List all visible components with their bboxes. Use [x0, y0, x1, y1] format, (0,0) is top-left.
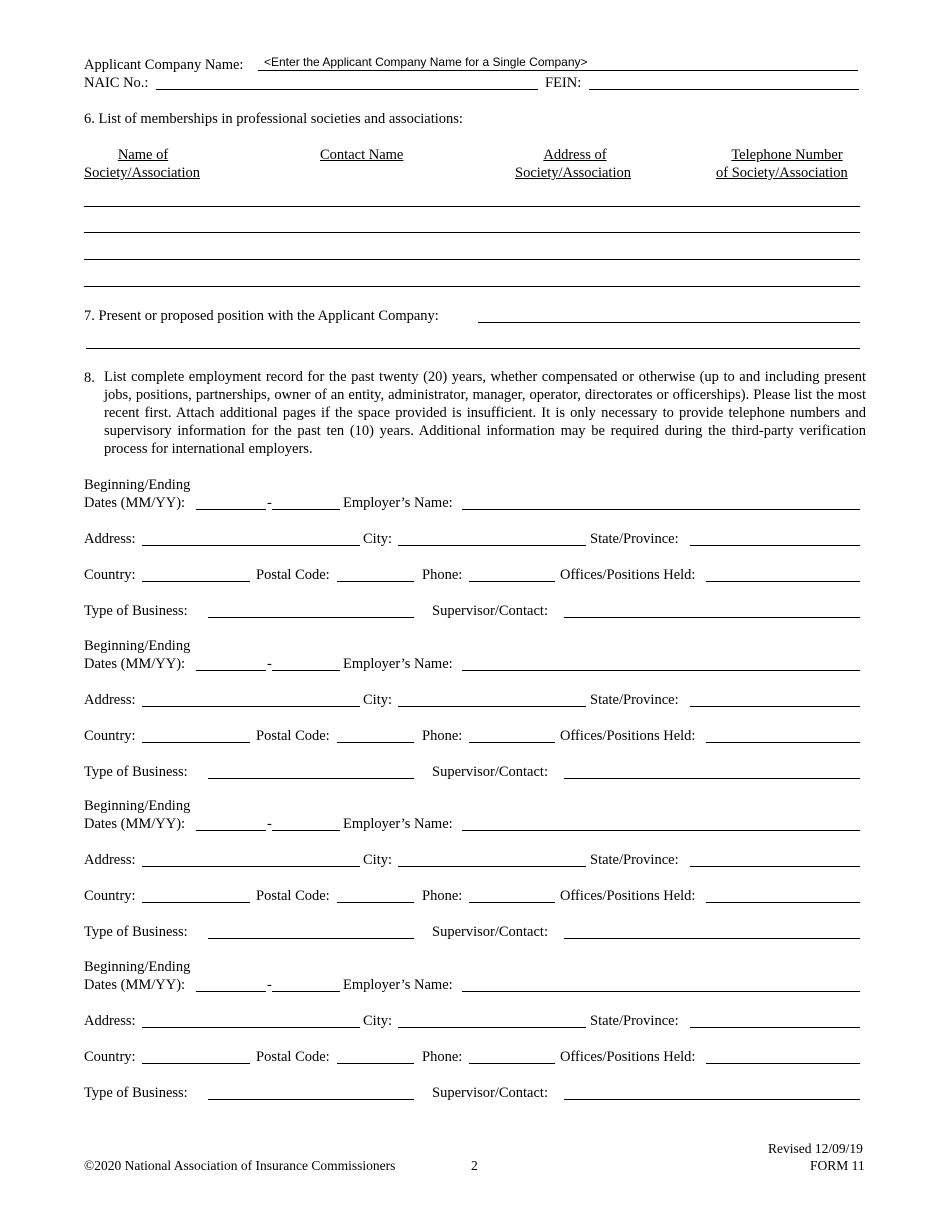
- country-label-3: Country:: [84, 888, 136, 904]
- q8-number: 8.: [84, 370, 95, 386]
- city-label-4: City:: [363, 1013, 393, 1029]
- position-input[interactable]: [478, 322, 860, 323]
- phone-label-3: Phone:: [422, 888, 463, 904]
- country-input-3[interactable]: [142, 902, 250, 903]
- begin-date-input-1[interactable]: [196, 509, 266, 510]
- state-province-label-2: State/Province:: [590, 692, 679, 708]
- type-of-business-input-1[interactable]: [208, 617, 414, 618]
- address-input-4[interactable]: [142, 1027, 360, 1028]
- country-label-4: Country:: [84, 1049, 136, 1065]
- fein-label: FEIN:: [545, 75, 582, 91]
- date-dash-1: -: [267, 495, 272, 511]
- end-date-input-1[interactable]: [272, 509, 340, 510]
- postal-code-label-3: Postal Code:: [256, 888, 330, 904]
- phone-input-3[interactable]: [469, 902, 555, 903]
- applicant-company-input[interactable]: <Enter the Applicant Company Name for a Single Company>: [264, 55, 588, 69]
- country-label-2: Country:: [84, 728, 136, 744]
- type-of-business-input-2[interactable]: [208, 778, 414, 779]
- postal-code-input-4[interactable]: [337, 1063, 414, 1064]
- employer-name-input-3[interactable]: [462, 830, 860, 831]
- country-input-4[interactable]: [142, 1063, 250, 1064]
- membership-row-3[interactable]: [84, 259, 860, 260]
- offices-positions-label-2: Offices/Positions Held:: [560, 728, 696, 744]
- city-input-3[interactable]: [398, 866, 586, 867]
- city-label-2: City:: [363, 692, 393, 708]
- state-province-label-1: State/Province:: [590, 531, 679, 547]
- country-input-1[interactable]: [142, 581, 250, 582]
- beginning-ending-label-1: Beginning/Ending: [84, 477, 191, 493]
- type-of-business-label-2: Type of Business:: [84, 764, 188, 780]
- footer-revised: Revised 12/09/19: [768, 1141, 863, 1156]
- type-of-business-label-3: Type of Business:: [84, 924, 188, 940]
- phone-label-4: Phone:: [422, 1049, 463, 1065]
- supervisor-contact-input-3[interactable]: [564, 938, 860, 939]
- address-input-3[interactable]: [142, 866, 360, 867]
- offices-positions-input-1[interactable]: [706, 581, 860, 582]
- offices-positions-label-3: Offices/Positions Held:: [560, 888, 696, 904]
- begin-date-input-3[interactable]: [196, 830, 266, 831]
- q8-text: List complete employment record for the past twenty (20) years, whether compensated or otherwise (up to and including present jobs, positions, partnerships, owner of an entity, administrator, manager, operator, directorates or officerships). Please list the most recent first. Attach additional pages if the space provided is insufficient. It is only necessary to provide telephone numbers and supervisory information for the past ten (10) years. Additional information may be required during the third-party verification process for international employers.: [104, 369, 866, 457]
- city-input-4[interactable]: [398, 1027, 586, 1028]
- end-date-input-3[interactable]: [272, 830, 340, 831]
- beginning-ending-label-3: Beginning/Ending: [84, 798, 191, 814]
- city-input-1[interactable]: [398, 545, 586, 546]
- address-label-3: Address:: [84, 852, 136, 868]
- postal-code-input-2[interactable]: [337, 742, 414, 743]
- col-contact: Contact Name: [320, 147, 404, 163]
- dates-label-3: Dates (MM/YY):: [84, 816, 186, 832]
- postal-code-input-3[interactable]: [337, 902, 414, 903]
- dates-label-1: Dates (MM/YY):: [84, 495, 186, 511]
- begin-date-input-2[interactable]: [196, 670, 266, 671]
- employer-name-input-4[interactable]: [462, 991, 860, 992]
- supervisor-contact-label-3: Supervisor/Contact:: [432, 924, 548, 940]
- supervisor-contact-label-4: Supervisor/Contact:: [432, 1085, 548, 1101]
- q6-text: 6. List of memberships in professional societies and associations:: [84, 111, 463, 127]
- employer-name-label-3: Employer’s Name:: [343, 816, 453, 832]
- state-province-label-3: State/Province:: [590, 852, 679, 868]
- q7-text: 7. Present or proposed position with the Applicant Company:: [84, 308, 439, 324]
- dates-label-4: Dates (MM/YY):: [84, 977, 186, 993]
- offices-positions-input-2[interactable]: [706, 742, 860, 743]
- postal-code-label-1: Postal Code:: [256, 567, 330, 583]
- naic-input[interactable]: [156, 89, 538, 90]
- col-name-line2: Society/Association: [84, 165, 200, 181]
- col-address-line2: Society/Association: [515, 165, 631, 181]
- address-input-1[interactable]: [142, 545, 360, 546]
- beginning-ending-label-2: Beginning/Ending: [84, 638, 191, 654]
- col-phone-line2: of Society/Association: [716, 165, 848, 181]
- address-label-4: Address:: [84, 1013, 136, 1029]
- phone-label-1: Phone:: [422, 567, 463, 583]
- employer-name-input-2[interactable]: [462, 670, 860, 671]
- employer-name-label-1: Employer’s Name:: [343, 495, 453, 511]
- supervisor-contact-input-2[interactable]: [564, 778, 860, 779]
- city-input-2[interactable]: [398, 706, 586, 707]
- date-dash-2: -: [267, 656, 272, 672]
- employer-name-input-1[interactable]: [462, 509, 860, 510]
- phone-input-2[interactable]: [469, 742, 555, 743]
- employer-name-label-2: Employer’s Name:: [343, 656, 453, 672]
- type-of-business-label-1: Type of Business:: [84, 603, 188, 619]
- country-label-1: Country:: [84, 567, 136, 583]
- state-province-input-4[interactable]: [690, 1027, 860, 1028]
- address-label-1: Address:: [84, 531, 136, 547]
- postal-code-label-4: Postal Code:: [256, 1049, 330, 1065]
- phone-label-2: Phone:: [422, 728, 463, 744]
- type-of-business-label-4: Type of Business:: [84, 1085, 188, 1101]
- naic-label: NAIC No.:: [84, 75, 149, 91]
- address-input-2[interactable]: [142, 706, 360, 707]
- supervisor-contact-label-1: Supervisor/Contact:: [432, 603, 548, 619]
- city-label-3: City:: [363, 852, 393, 868]
- beginning-ending-label-4: Beginning/Ending: [84, 959, 191, 975]
- employer-name-label-4: Employer’s Name:: [343, 977, 453, 993]
- end-date-input-2[interactable]: [272, 670, 340, 671]
- dates-label-2: Dates (MM/YY):: [84, 656, 186, 672]
- footer-form: FORM 11: [810, 1158, 865, 1173]
- end-date-input-4[interactable]: [272, 991, 340, 992]
- postal-code-label-2: Postal Code:: [256, 728, 330, 744]
- offices-positions-input-4[interactable]: [706, 1063, 860, 1064]
- position-input-line-2[interactable]: [86, 348, 860, 349]
- address-label-2: Address:: [84, 692, 136, 708]
- state-province-input-3[interactable]: [690, 866, 860, 867]
- supervisor-contact-input-1[interactable]: [564, 617, 860, 618]
- postal-code-input-1[interactable]: [337, 581, 414, 582]
- offices-positions-label-4: Offices/Positions Held:: [560, 1049, 696, 1065]
- offices-positions-label-1: Offices/Positions Held:: [560, 567, 696, 583]
- begin-date-input-4[interactable]: [196, 991, 266, 992]
- applicant-company-label: Applicant Company Name:: [84, 57, 244, 73]
- state-province-input-2[interactable]: [690, 706, 860, 707]
- type-of-business-input-3[interactable]: [208, 938, 414, 939]
- date-dash-3: -: [267, 816, 272, 832]
- phone-input-1[interactable]: [469, 581, 555, 582]
- footer-page-number: 2: [471, 1158, 478, 1173]
- city-label-1: City:: [363, 531, 393, 547]
- membership-row-4[interactable]: [84, 286, 860, 287]
- country-input-2[interactable]: [142, 742, 250, 743]
- phone-input-4[interactable]: [469, 1063, 555, 1064]
- state-province-label-4: State/Province:: [590, 1013, 679, 1029]
- membership-row-2[interactable]: [84, 232, 860, 233]
- state-province-input-1[interactable]: [690, 545, 860, 546]
- col-address-line1: Address of: [543, 147, 607, 163]
- type-of-business-input-4[interactable]: [208, 1099, 414, 1100]
- offices-positions-input-3[interactable]: [706, 902, 860, 903]
- fein-input[interactable]: [589, 89, 859, 90]
- applicant-company-underline: [258, 70, 858, 71]
- supervisor-contact-input-4[interactable]: [564, 1099, 860, 1100]
- col-phone-line1: Telephone Number: [731, 147, 843, 163]
- footer-copyright: ©2020 National Association of Insurance Commissioners: [84, 1158, 396, 1173]
- supervisor-contact-label-2: Supervisor/Contact:: [432, 764, 548, 780]
- col-name-line1: Name of: [117, 147, 169, 163]
- date-dash-4: -: [267, 977, 272, 993]
- membership-row-1[interactable]: [84, 206, 860, 207]
